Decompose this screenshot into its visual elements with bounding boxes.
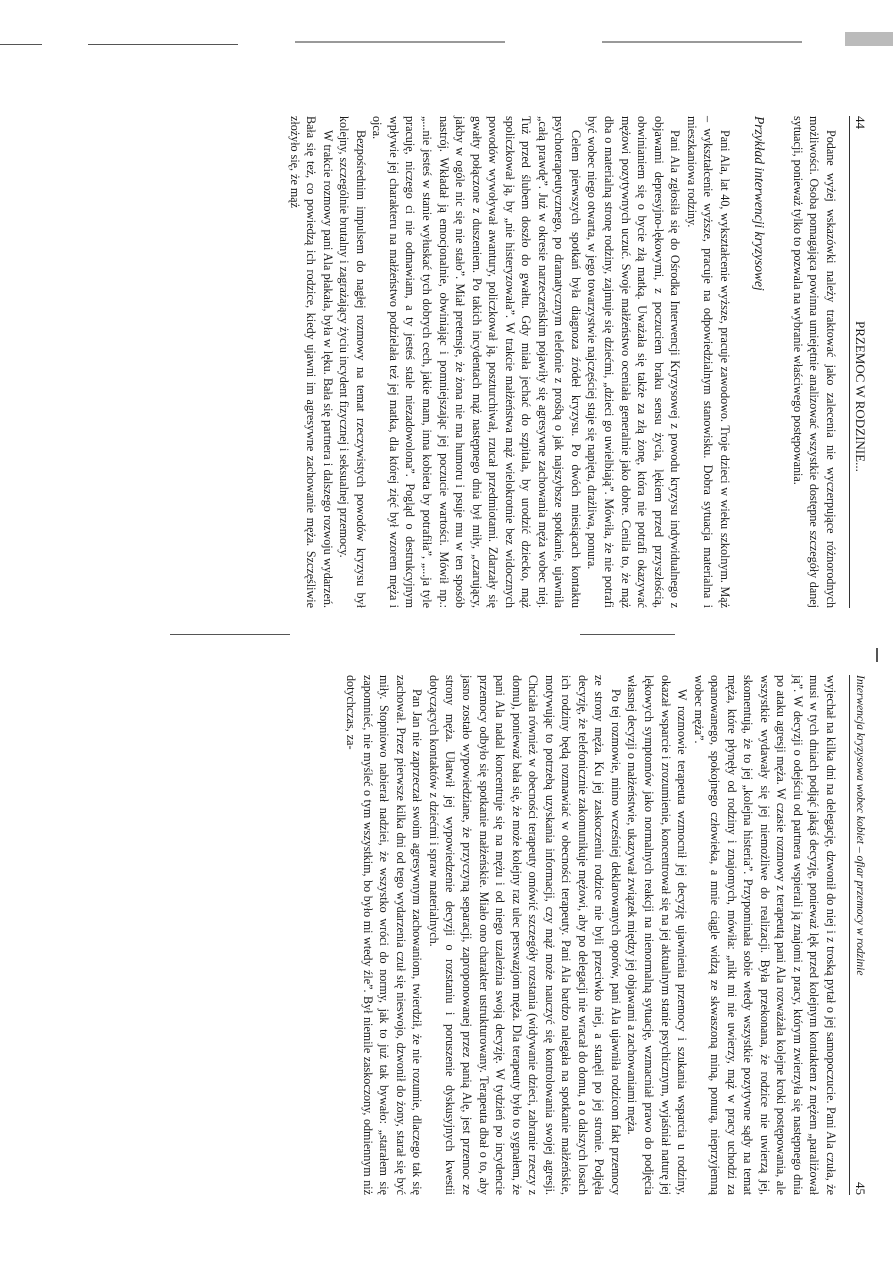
body-paragraph: Pani Ala zgłosiła się do Ośrodka Interwencji Kryzysowej z powodu kryzysu indywidualnego z objawami depresyjno-lękowymi, z poczuciem braku sensu życia, lękiem przed przyszłością, obwinianiem się o bycie złą matką. Uważała się także za złą żonę, która nie potrafi okazywać mężowi pozytywnych uczuć. Swoje małżeństwo oceniała generalnie jako dobre. Cenila to, że mąż dba o materialną stronę rodziny, zajmuje się dziećmi, „dzieci go uwielbiają”. Mówiła, że nie potrafi być wobec niego otwarta, w jego towarzystwie najczęściej staje się napięta, drażliwa, ponura. bbox=[585, 116, 683, 608]
scan-edge-mark bbox=[845, 32, 893, 46]
scan-edge-mark bbox=[295, 41, 505, 43]
intro-paragraph: Podane wyżej wskazówki należy traktować jako zalecenia nie wyczerpujące różnorodnych możliwości. Osoba pomagająca powinna umiejętnie analizować wszystkie dostępne szczegóły danej sytuacji, ponieważ tylko to pozwala na wybranie właściwego postępowania. bbox=[790, 116, 838, 608]
scan-edge-mark bbox=[0, 44, 42, 45]
left-page-header bbox=[849, 116, 870, 608]
body-paragraph: wyjechał na kilka dni na delegację, dzwonił do niej i z troską pytał o jej samopoczucie. Pani Ala czuła, że musi w tych dniach podjąć jakąś decyzję, ponieważ lęk przed kolejnym kontaktem z mężem „paraliżował ją”. W decyzji o odejściu od partnera wspierali ją znajomi z pracy, którym zwierzyła się następnego dnia po ataku agresji męża. W czasie rozmowy z terapeutą pani Ala rozważała kolejne kroki postępowania, ale wszystkie wydawały się jej niemożliwe do realizacji. Była przekonana, że rodzice nie uwierzą jej, skomentują, że to jej „kolejna histeria”. Przypominała sobie wtedy wszystkie pozytywne sądy na temat męża, które płynęły od rodziny i znajomych, mówiła: „nikt mi nie uwierzy, mąż w pracy uchodzi za opanowanego, spokojnego człowieka, a mnie ciągle widzą ze skwaszoną miną, ponurą, nieprzyjemną wobec męża”. bbox=[691, 675, 838, 1195]
scan-edge-mark bbox=[602, 41, 802, 43]
body-paragraph: Po tej rozmowie, mimo wcześniej deklarowanych oporów, pani Ala ujawniła rodzicom fakt przemocy ze strony męża. Ku jej zaskoczeniu rodzice nie byli przeciwko niej, a stanęli po jej stronie. Podjęła decyzję, że telefonicznie zakomunikuje mężowi, aby po delegacji nie wracał do domu, a o dalszych losach ich rodziny będą rozmawiać w obecności terapeuty. Pani Ala bardzo nalegała na spotkanie małżeńskie, motywując to potrzebą uzyskania informacji, czy mąż może nauczyć się kontrolowania swojej agresji. Chciała również w obecności terapeuty omówić szczegóły rozstania (widywanie dzieci, zabranie rzeczy z domu), ponieważ bała się, że może kolejny raz ulec perswazjom męża. Dla terapeuty było to sygnałem, że pani Ala nadal koncentruje się na mężu i od niego uzależnia swoją decyzję. W tydzień po incydencie przemocy odbyło się spotkanie małżeńskie. Miało ono charakter ustrukturowany. Terapeuta dbał o to, aby jasno zostało wypowiedziane, że przyczyną separacji, zaproponowanej przez panią Alę, jest przemoc ze strony męża. Ułatwił jej wypowiedzenie decyzji o rozstaniu i poruszenie dyskusyjnych kwestii dotyczących kontaktów z dziećmi i spraw materialnych. bbox=[426, 675, 623, 1195]
scan-edge-mark bbox=[580, 634, 675, 635]
left-page bbox=[120, 116, 870, 608]
running-header: Interwencja kryzysowa wobec kobiet – ofiar przemocy w rodzinie bbox=[854, 675, 866, 976]
right-page bbox=[125, 675, 870, 1195]
scan-edge-mark bbox=[88, 44, 238, 45]
body-paragraph: Pan Jan nie zaprzeczał swoim agresywnym zachowaniom, twierdził, że nie rozumie, dlaczego tak się zachował. Przez pierwsze kilka dni od tego wydarzenia czuł się nieswojo, dzwonił do żony, starał się być miły. Stopniowo nabierał nadziei, że wszystko wróci do normy, jak to już tak bywało: „starałem się zapomnieć, nie myśleć o tym wszystkim, bo było mi wtedy źle”. Był niemile zaskoczony, odmiennym niż dotychczas, za- bbox=[344, 675, 425, 1195]
body-paragraph: Celem pierwszych spotkań była diagnoza źródeł kryzysu. Po dwóch miesiącach kontaktu psychoterapeutycznego, po dramatycznym telefonie z prośbą o jak najszybsze spotkanie, ujawniła „całą prawdę”. Już w okresie narzeczeńskim pojawiły się agresywne zachowania męża wobec niej. Tuż przed ślubem doszło do gwałtu. Gdy miała jechać do szpitala, by urodzić dziecko, mąż spoliczkował ją, by „nie histeryzowała”. W trakcie małżeństwa mąż wielokrotnie bez widocznych powodów wywoływał awantury, policzkował ją, poszturchiwał, rzucał przedmiotami. Zdarzały się gwałty połączone z duszeniem. Po takich incydentach mąż następnego dnia był miły, „czarujący, jakby w ogóle nic się nie stało”. Miał pretensje, że żona nie ma humoru i psuje mu w ten sposób nastrój. Wkładał ją emocjonalnie, obwiniając i pomniejszając jej poczucie wartości. Mówił np.: „...nie jesteś w stanie wyłuskać tych dobrych cech, jakie mam, inna kobieta by potrafiła”, „...ja tyle pracuję, niczego ci nie odmawiam, a ty jesteś stale niezadowolona”. Pogląd o destrukcyjnym wpływie jej charakteru na małżeństwo podzielała też jej matka, dla której zięć był wzorem męża i ojca. bbox=[370, 116, 583, 608]
body-paragraph: Bezpośrednim impulsem do nagłej rozmowy na temat rzeczywistych powodów kryzysu był kolejny, szczególnie brutalny i zagrażający życiu incydent fizycznej i seksualnej przemocy. bbox=[337, 116, 368, 608]
body-paragraph: Pani Ala, lat 40, wykształcenie wyższe, pracuje zawodowo. Troje dzieci w wieku szkolnym. Mąż – wykształcenie wyższe, pracuje na odpowiedzialnym stanowisku. Dobra sytuacja materialna i mieszkaniowa rodziny. bbox=[684, 116, 732, 608]
page-number: 45 bbox=[853, 1182, 868, 1195]
right-page-header bbox=[849, 675, 870, 1195]
right-page-body bbox=[343, 675, 839, 1195]
page-number: 44 bbox=[853, 116, 868, 129]
scan-edge-mark bbox=[170, 634, 290, 635]
body-paragraph: W rozmowie terapeuta wzmocnił jej decyzję ujawnienia przemocy i szukania wsparcia u rodziny, okazał wsparcie i zrozumienie, koncentrował się na jej aktualnym stanie psychicznym, wyjaśniał naturę jej lękowych symptomów jako normalnych reakcji na nienormalną sytuację, wzmacniał prawo do podjęcia własnej decyzji o małżeństwie, ukazywał związek między jej objawami a zachowaniami męża. bbox=[625, 675, 690, 1195]
section-heading: Przykład interwencji kryzysowej bbox=[752, 116, 768, 291]
scan-edge-mark bbox=[876, 648, 878, 662]
body-paragraph: W trakcie rozmowy pani Ala płakała, była w lęku. Bała się partnera i dalszego rozwoju wydarzeń. Bała się też, co powiedzą ich rodzice, kiedy ujawni im agresywne zachowanie męża. Szczęśliwie złożyło się, że mąż bbox=[287, 116, 335, 608]
running-header: PRZEMOC W RODZINIE... bbox=[853, 321, 868, 472]
left-page-body bbox=[286, 116, 839, 608]
